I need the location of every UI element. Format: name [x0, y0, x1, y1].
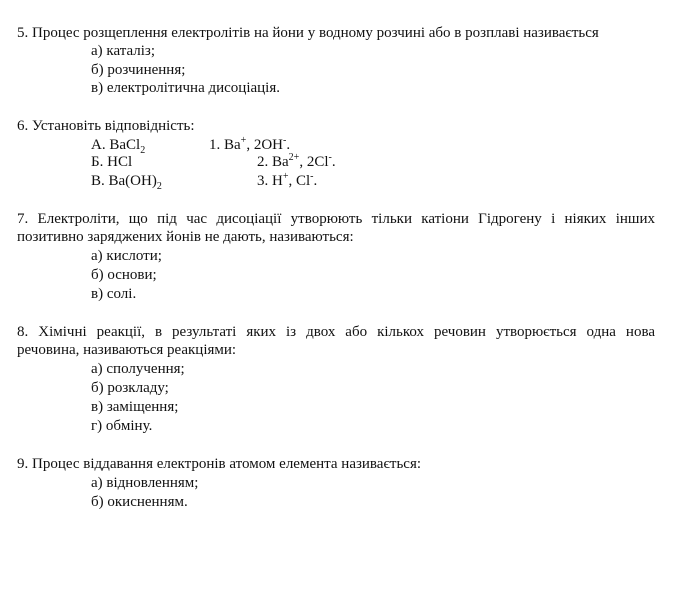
match-left-b: [91, 153, 132, 171]
match-charge: -: [282, 135, 287, 146]
question-7-option-b: б) основи;: [91, 267, 157, 283]
match-ion: , Cl: [288, 173, 311, 189]
match-label: 1.: [209, 137, 221, 153]
question-body: Хімічні реакції, в результаті яких із двох або кількох речовин утворюється одна нова: [38, 324, 655, 340]
question-6-text: [17, 117, 195, 135]
match-charge: +: [282, 171, 289, 182]
match-left-a: [91, 136, 145, 154]
match-formula: HCl: [107, 154, 133, 170]
question-9-option-a: а) відновленням;: [91, 475, 199, 491]
question-number: 5.: [17, 25, 29, 41]
match-ion: Ba: [272, 154, 289, 170]
question-5-text: [17, 24, 599, 42]
question-body: Електроліти, що під час дисоціації утворюють тільки катіони Гідрогену і ніяких інших: [37, 211, 655, 227]
match-label: А.: [91, 137, 106, 153]
question-7-option-c: в) солі.: [91, 286, 137, 302]
question-5-option-a: а) каталіз;: [91, 43, 156, 59]
question-8-text-line2: речовина, називаються реакціями:: [17, 342, 237, 358]
match-formula: Ba(OH): [108, 173, 157, 189]
match-ion: H: [272, 173, 283, 189]
question-7-text-line1: [17, 210, 655, 228]
match-left-c: [91, 172, 162, 190]
match-ion: , 2Cl: [299, 154, 329, 170]
question-number: 8.: [17, 324, 29, 340]
match-subscript: 2: [156, 181, 162, 192]
match-charge: 2+: [288, 152, 300, 163]
question-number: 7.: [17, 211, 29, 227]
question-8-option-b: б) розкладу;: [91, 380, 169, 396]
question-7-text-line2: позитивно заряджених йонів не дають, називаються:: [17, 229, 354, 245]
question-5-option-c: в) електролітична дисоціація.: [91, 80, 280, 96]
question-number: 6.: [17, 118, 29, 134]
match-label: Б.: [91, 154, 104, 170]
question-body: Процес розщеплення електролітів на йони у водному розчині або в розплаві називається: [32, 25, 599, 41]
question-body: Установіть відповідність:: [32, 118, 195, 134]
match-charge: -: [310, 171, 314, 182]
question-5-option-b: б) розчинення;: [91, 62, 186, 78]
question-8-option-d: г) обміну.: [91, 418, 153, 434]
match-right-2: [257, 153, 336, 171]
match-ion: , 2OH: [246, 137, 283, 153]
match-punct: .: [313, 173, 318, 189]
question-9-text: [17, 455, 421, 473]
match-label: В.: [91, 173, 105, 189]
match-right-1: [209, 136, 290, 154]
match-subscript: 2: [140, 145, 146, 156]
question-8-option-c: в) заміщення;: [91, 399, 179, 415]
match-punct: .: [286, 137, 291, 153]
question-body: Процес віддавання електронів атомом елемента називається:: [32, 456, 422, 472]
match-charge: +: [240, 135, 247, 146]
question-7-option-a: а) кислоти;: [91, 248, 162, 264]
match-charge: -: [328, 152, 332, 163]
match-formula: BaCl: [109, 137, 141, 153]
match-ion: Ba: [224, 137, 241, 153]
question-8-option-a: а) сполучення;: [91, 361, 185, 377]
match-right-3: [257, 172, 317, 190]
match-label: 3.: [257, 173, 269, 189]
match-punct: .: [331, 154, 336, 170]
question-number: 9.: [17, 456, 29, 472]
match-label: 2.: [257, 154, 269, 170]
question-8-text-line1: [17, 323, 655, 341]
question-9-option-b: б) окисненням.: [91, 494, 188, 510]
